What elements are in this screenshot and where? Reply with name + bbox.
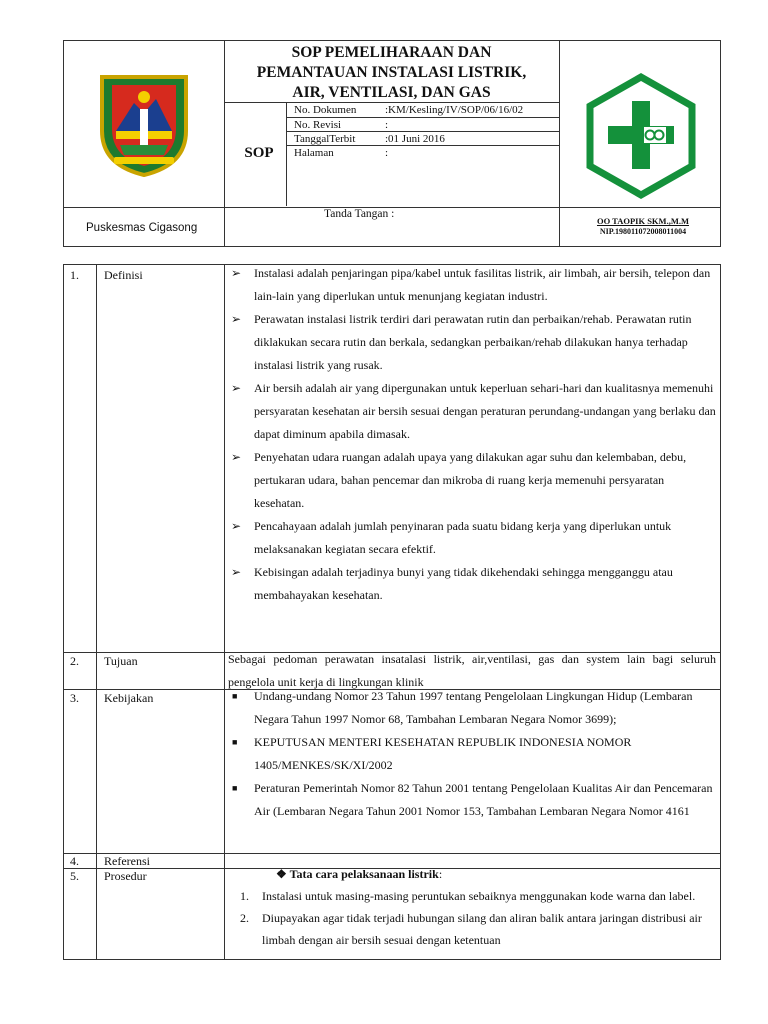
arrow-bullet-icon: ➢: [231, 381, 242, 395]
list-item: ■ KEPUTUSAN MENTERI KESEHATAN REPUBLIK INDONESIA NOMOR 1405/MENKES/SK/XI/2002: [228, 731, 716, 777]
list-item: ➢ Perawatan instalasi listrik terdiri dari perawatan rutin dan perbaikan/rehab. Perawatan rutin diklakukan secara rutin dan berkala, sedangkan perbaikan/rehab dilakukan hanya terhadap instalasi listrik yang rusak.: [228, 308, 716, 377]
tujuan-content: Sebagai pedoman perawatan insatalasi listrik, air,ventilasi, gas dan system lain bagi seluruh pengelola unit kerja di lingkungan klinik: [228, 652, 716, 689]
row-label-referensi: Referensi: [104, 854, 150, 868]
arrow-bullet-icon: ➢: [231, 565, 242, 579]
sop-label: SOP: [244, 145, 274, 161]
row-number: 5.: [70, 869, 79, 883]
arrow-bullet-icon: ➢: [231, 519, 242, 533]
meta-row-page: Halaman :: [294, 147, 389, 159]
diamond-bullet-icon: ❖: [276, 867, 287, 881]
square-bullet-icon: ■: [232, 783, 238, 793]
square-bullet-icon: ■: [232, 691, 238, 701]
meta-row-revision: No. Revisi :: [294, 119, 389, 131]
list-item: ➢ Penyehatan udara ruangan adalah upaya yang dilakukan agar suhu dan kelembaban, debu, pertukaran udara, bahan pencemar dan mikroba di ruang kerja memenuhi persyaratan kesehatan.: [228, 446, 716, 515]
puskesmas-logo: [582, 71, 700, 201]
list-item: ➢ Kebisingan adalah terjadinya bunyi yang tidak dikehendaki sehingga mengganggu atau membahayakan kesehatan.: [228, 561, 716, 607]
arrow-bullet-icon: ➢: [231, 312, 242, 326]
list-item: 1. Instalasi untuk masing-masing peruntukan sebaiknya menggunakan kode warna dan label.: [240, 889, 696, 903]
prosedur-heading: ❖ Tata cara pelaksanaan listrik:: [276, 867, 443, 881]
row-number: 2.: [70, 654, 79, 668]
list-item: ■ Undang-undang Nomor 23 Tahun 1997 tentang Pengelolaan Lingkungan Hidup (Lembaran Negara Tahun 1997 Nomor 68, Tambahan Lembaran Negara Nomor 3699);: [228, 685, 716, 731]
row-number: 3.: [70, 691, 79, 705]
definisi-content: [228, 262, 716, 607]
signature-label: Tanda Tangan :: [324, 208, 395, 220]
signer-name: OO TAOPIK SKM.,M.M: [596, 216, 689, 226]
list-item: ➢ Air bersih adalah air yang dipergunakan untuk keperluan sehari-hari dan kualitasnya memenuhi persyaratan kesehatan air bersih sesuai dengan peraturan perundang-undangan yang berlaku dan dapat diminum apabila dimasak.: [228, 377, 716, 446]
row-label-definisi: Definisi: [104, 268, 143, 282]
list-item: ■ Peraturan Pemerintah Nomor 82 Tahun 2001 tentang Pengelolaan Kualitas Air dan Pencemaran Air (Lembaran Negara Tahun 2001 Nomor 153, Tambahan Lembaran Negara Nomor 4161: [228, 777, 716, 823]
sop-content-table: [63, 264, 721, 960]
list-item: 2. Diupayakan agar tidak terjadi hubungan silang dan aliran balik antara jaringan distribusi air limbah dengan air bersih sesuai dengan ketentuan: [240, 911, 702, 947]
row-label-tujuan: Tujuan: [104, 654, 138, 668]
signer-nip: NIP.198011072008011004: [599, 227, 687, 236]
prosedur-content: [228, 863, 716, 951]
row-number: 4.: [70, 854, 79, 868]
row-label-kebijakan: Kebijakan: [104, 691, 154, 705]
meta-row-document-number: No. Dokumen :KM/Kesling/IV/SOP/06/16/02: [294, 104, 524, 116]
square-bullet-icon: ■: [232, 737, 238, 747]
arrow-bullet-icon: ➢: [231, 450, 242, 464]
kebijakan-content: [228, 685, 716, 823]
list-item: ➢ Instalasi adalah penjaringan pipa/kabel untuk fasilitas listrik, air limbah, air bersih, telepon dan lain-lain yang diperlukan untuk menunjang kegiatan industri.: [228, 262, 716, 308]
institution-name: Puskesmas Cigasong: [86, 222, 198, 234]
row-number: 1.: [70, 268, 79, 282]
document-header: [63, 40, 721, 247]
regency-emblem-logo: [94, 69, 194, 179]
arrow-bullet-icon: ➢: [231, 266, 242, 280]
document-title: SOP PEMELIHARAAN DAN PEMANTAUAN INSTALASI LISTRIK, AIR, VENTILASI, DAN GAS: [256, 44, 527, 101]
list-item: ➢ Pencahayaan adalah jumlah penyinaran pada suatu bidang kerja yang diperlukan untuk melaksanakan kegiatan secara efektif.: [228, 515, 716, 561]
meta-row-issue-date: TanggalTerbit :01 Juni 2016: [294, 133, 445, 145]
row-label-prosedur: Prosedur: [104, 869, 147, 883]
